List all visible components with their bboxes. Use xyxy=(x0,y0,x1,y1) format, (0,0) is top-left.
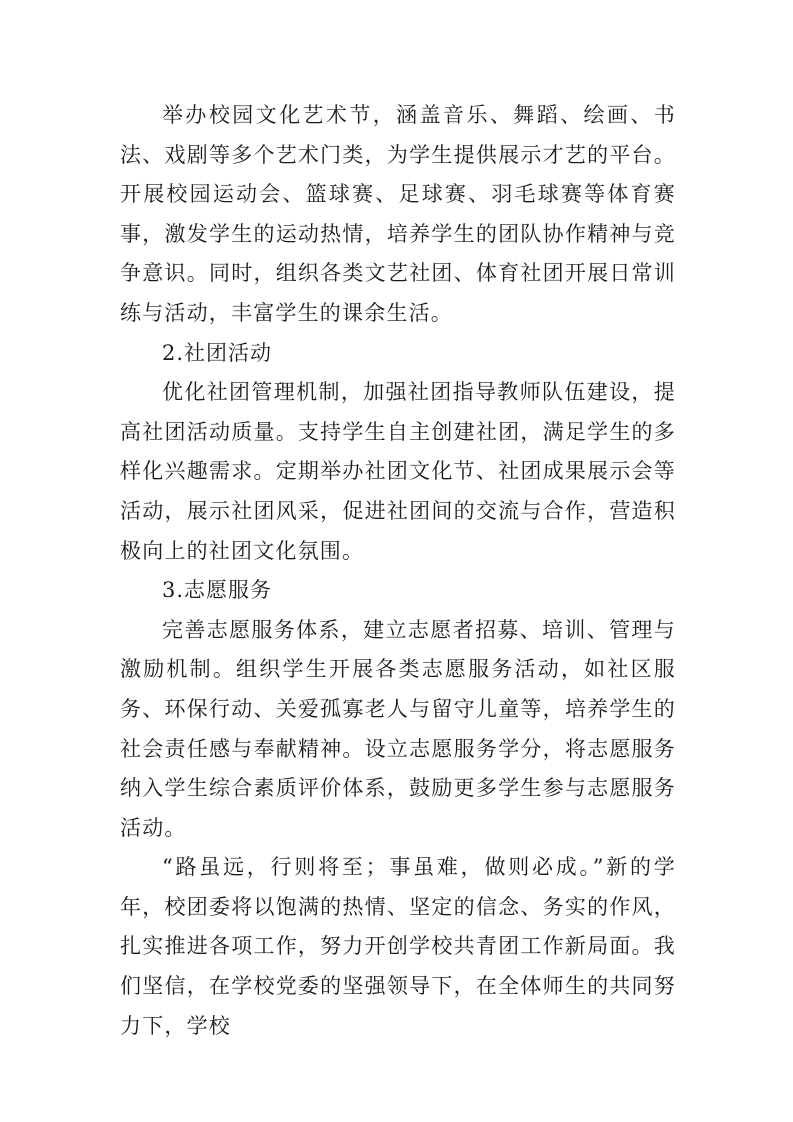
paragraph-club-activities: 优化社团管理机制，加强社团指导教师队伍建设，提高社团活动质量。支持学生自主创建社团，满足学生的多样化兴趣需求。定期举办社团文化节、社团成果展示会等活动，展示社团风采，促进社团间的交流与合作，营造积极向上的社团文化氛围。 xyxy=(120,380,676,563)
paragraph-closing: “路虽远，行则将至；事虽难，做则必成。”新的学年，校团委将以饱满的热情、坚定的信念、务实的作风，扎实推进各项工作，努力开创学校共青团工作新局面。我们坚信，在学校党委的坚强领导下，在全体师生的共同努力下，学校 xyxy=(120,855,676,1038)
paragraph-volunteer-service: 完善志愿服务体系，建立志愿者招募、培训、管理与激励机制。组织学生开展各类志愿服务活动，如社区服务、环保行动、关爱孤寡老人与留守儿童等，培养学生的社会责任感与奉献精神。设立志愿服务学分，将志愿服务纳入学生综合素质评价体系，鼓励更多学生参与志愿服务活动。 xyxy=(120,617,676,840)
section-heading-volunteer-service: 3.志愿服务 xyxy=(162,578,273,603)
document-body xyxy=(120,96,676,1046)
section-heading-club-activities: 2.社团活动 xyxy=(162,340,273,365)
paragraph-arts-sports: 举办校园文化艺术节，涵盖音乐、舞蹈、绘画、书法、戏剧等多个艺术门类，为学生提供展示才艺的平台。开展校园运动会、篮球赛、足球赛、羽毛球赛等体育赛事，激发学生的运动热情，培养学生的团队协作精神与竞争意识。同时，组织各类文艺社团、体育社团开展日常训练与活动，丰富学生的课余生活。 xyxy=(120,103,676,325)
